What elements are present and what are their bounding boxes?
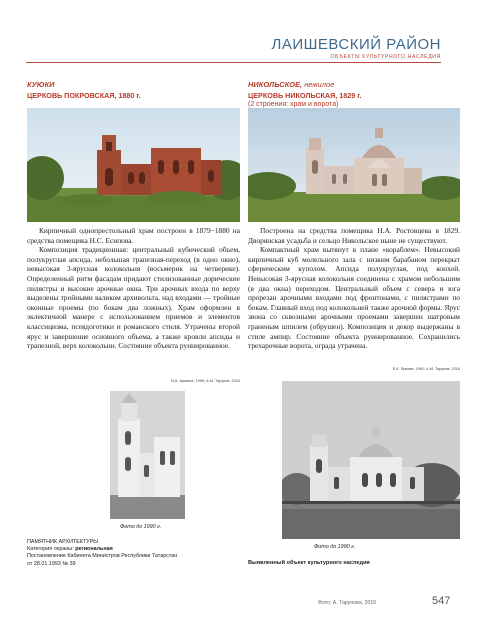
left-church-title: ЦЕРКОВЬ ПОКРОВСКАЯ, 1880 г. [27,91,141,100]
left-paragraph-1: Кирпичный однопрестольный храм построен в 1879−1880 на средства помещика Н.С. Есипова. [27,226,240,245]
right-church-title: ЦЕРКОВЬ НИКОЛЬСКАЯ, 1829 г. [248,91,362,100]
right-paragraph-1: Построена на средства помещика Н.А. Ростовцева в 1829. Дворянская усадьба и сельцо Никольское ныне не существуют. [248,226,460,245]
header-rule [26,62,441,63]
decree-date: от 28.01.1993 № 39 [27,560,76,567]
heritage-status: Выявленный объект культурного наследия [248,560,370,566]
right-village-main: НИКОЛЬСКОЕ, [248,80,303,89]
footer-photo-credit: Фото: А. Тарунова, 2015 [318,600,377,606]
left-description [27,226,240,351]
right-description [248,226,460,351]
left-church-photo [27,108,240,222]
right-archive-caption: Фото до 1990 г. [314,544,356,550]
protection-category-label: Категория охраны: [27,546,74,553]
district-subtitle: ОБЪЕКТЫ КУЛЬТУРНОГО НАСЛЕДИЯ [330,54,441,60]
monument-type: ПАМЯТНИК АРХИТЕКТУРЫ [27,539,99,545]
right-village-sub: нежилое [304,80,335,89]
page-number: 547 [432,595,451,607]
left-archive-caption: Фото до 1990 г. [120,524,162,530]
protection-category [27,546,177,553]
right-paragraph-2: Компактный храм вытянут в плане «кораблем». Невысокий кирпичный куб молельного зала с низким барабаном перекрыт сферическим куполом. Апсида полукруглая, под конхой. Невысокая 3-ярусная колокольня соединена с храмом небольшим (в два окна) переходом. Центральный объем с севера и юга прорезан арочными входами под фронтонами, с пилястрами по бокам. Главный вход под колокольней также арочной формы. Ярус звона со сквозными арочными проемами завершен шатровым граненым шпилем (обрушен). Композиция и декор выдержаны в стиле ампир. Состояние объекта руинированное. Сохранились трехарочные ворота, ограда утрачена. [248,245,460,351]
left-archive-photo [110,391,185,519]
district-title: ЛАИШЕВСКИЙ РАЙОН [271,36,441,53]
left-photo-credit: И.А. Аршина, 1999; А.М. Тарунов, 2016 [171,379,240,383]
left-village-name: КУЮКИ [27,80,55,89]
right-structures-note: (2 строения: храм и ворота) [248,101,339,108]
right-village-name [248,80,334,89]
right-church-photo [248,108,460,222]
right-archive-photo [282,381,460,539]
protection-category-value: региональная [75,546,113,553]
left-paragraph-2: Композиция традиционная: центральный кубический объем, полукруглая апсида, небольшая трапезная-переход (в одно окно), невысокая 3-ярусная колокольня (восьмерик на четверике). Определенный ритм фасадам придают стилизованные дорические пилястры и высокие арочные окна. Три арочных входа по верху выделены тройными валиком архивольта, над входами — тройные оконные проемы (по бокам два ложных). Храм оформлен в эклектичной манере с использованием приемов и элементов классицизма, псевдоготики и романского стиля. Утрачены второй ярус и завершение основного объема, а также кровли апсиды и трапезной, верх колокольни. Состояние объекта руинированное. [27,245,240,351]
monument-info [27,539,177,568]
decree-name: Постановление Кабинета Министров Республики Татарстан [27,553,178,560]
right-photo-credit: Е.К. Яркова, 1991; А.М. Тарунов, 2016 [392,367,460,371]
